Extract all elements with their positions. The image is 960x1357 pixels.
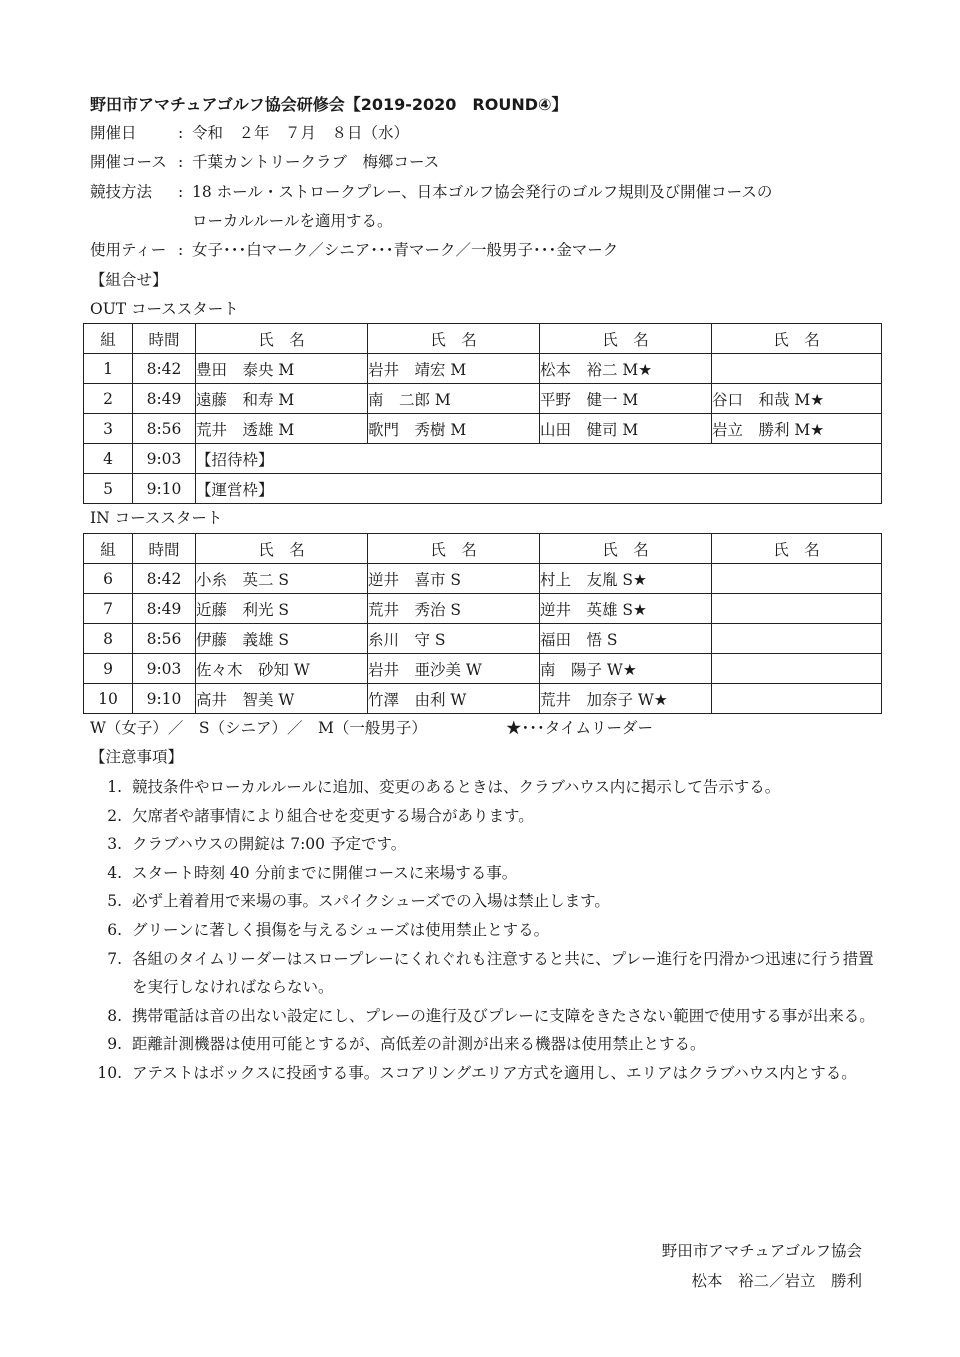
group-note: 【運営枠】 (196, 474, 882, 504)
note-text: 距離計測機器は使用可能とするが、高低差の計測が出来る機器は使用禁止とする。 (132, 1035, 706, 1054)
note-text: グリーンに著しく損傷を与えるシューズは使用禁止とする。 (132, 920, 550, 939)
player-name: 荒井 透雄 M (196, 414, 368, 444)
group-number: 4 (84, 444, 133, 474)
player-name (712, 624, 882, 654)
header-name: 氏 名 (196, 534, 368, 564)
player-name: 高井 智美 W (196, 684, 368, 714)
player-name: 岩井 靖宏 M (368, 354, 540, 384)
group-number: 2 (84, 384, 133, 414)
player-name (712, 564, 882, 594)
info-date: 開催日 : 令和 ２年 ７月 ８日（水） (90, 121, 409, 145)
note-text: 競技条件やローカルルールに追加、変更のあるときは、クラブハウス内に掲示して告示する。 (132, 778, 781, 796)
note-number: 3. (107, 835, 122, 854)
player-name: 伊藤 義雄 S (196, 624, 368, 654)
time-leader-legend: ★･･･タイムリーダー (506, 719, 653, 737)
header-group: 組 (84, 324, 133, 354)
tee-time: 9:03 (133, 444, 196, 474)
player-name: 南 陽子 W★ (540, 654, 712, 684)
group-number: 5 (84, 474, 133, 504)
list-item (96, 916, 876, 945)
note-text: 必ず上着着用で来場の事。スパイクシューズでの入場は禁止します。 (132, 892, 610, 911)
player-name: 岩井 亜沙美 W (368, 654, 540, 684)
player-name: 歌門 秀樹 M (368, 414, 540, 444)
footer-organization: 野田市アマチュアゴルフ協会 (661, 1242, 862, 1260)
list-item (96, 802, 876, 831)
player-name: 小糸 英二 S (196, 564, 368, 594)
info-label: 開催コース (90, 153, 167, 171)
table-row (84, 624, 882, 654)
header-name: 氏 名 (712, 324, 882, 354)
out-course-heading: OUT コーススタート (90, 300, 239, 318)
header-name: 氏 名 (712, 534, 882, 564)
out-course-table (83, 323, 882, 504)
player-name: 逆井 喜市 S (368, 564, 540, 594)
player-name: 岩立 勝利 M★ (712, 414, 882, 444)
player-name: 松本 裕二 M★ (540, 354, 712, 384)
group-note: 【招待枠】 (196, 444, 882, 474)
header-name: 氏 名 (368, 534, 540, 564)
note-number: 4. (107, 863, 122, 882)
info-value: 千葉カントリークラブ 梅郷コース (192, 153, 440, 171)
list-item (96, 859, 876, 888)
player-name: 糸川 守 S (368, 624, 540, 654)
table-row (84, 654, 882, 684)
player-name: 谷口 和哉 M★ (712, 384, 882, 414)
player-name: 近藤 利光 S (196, 594, 368, 624)
document-title: 野田市アマチュアゴルフ協会研修会【2019-2020 ROUND④】 (90, 95, 568, 114)
header-name: 氏 名 (540, 324, 712, 354)
tee-time: 8:56 (133, 624, 196, 654)
tee-time: 8:42 (133, 354, 196, 384)
table-row (84, 384, 882, 414)
group-number: 7 (84, 594, 133, 624)
tee-time: 8:49 (133, 594, 196, 624)
group-number: 8 (84, 624, 133, 654)
info-label: 競技方法 (90, 183, 153, 201)
player-name: 南 二郎 M (368, 384, 540, 414)
note-number: 10. (97, 1063, 122, 1082)
note-number: 1. (107, 778, 122, 796)
group-number: 10 (84, 684, 133, 714)
table-row (84, 684, 882, 714)
info-course: 開催コース : 千葉カントリークラブ 梅郷コース (90, 150, 439, 174)
header-name: 氏 名 (540, 534, 712, 564)
note-text: スタート時刻 40 分前までに開催コースに来場する事。 (132, 863, 518, 882)
note-number: 6. (107, 920, 122, 939)
table-row (84, 444, 882, 474)
tee-time: 9:10 (133, 474, 196, 504)
note-number: 2. (107, 806, 122, 825)
info-label: 開催日 (90, 124, 137, 142)
player-name: 遠藤 和寿 M (196, 384, 368, 414)
player-name (712, 354, 882, 384)
info-tees: 使用ティー : 女子･･･白マーク／シニア･･･青マーク／一般男子･･･金マーク (90, 238, 618, 262)
note-text: 欠席者や諸事情により組合せを変更する場合があります。 (132, 806, 534, 825)
header-time: 時間 (133, 324, 196, 354)
table-row (84, 474, 882, 504)
player-name: 逆井 英雄 S★ (540, 594, 712, 624)
player-name: 福田 悟 S (540, 624, 712, 654)
info-format: 競技方法 : 18 ホール・ストロークプレー、日本ゴルフ協会発行のゴルフ規則及び開催コースの (90, 180, 772, 204)
note-text: 携帯電話は音の出ない設定にし、プレーの進行及びプレーに支障をきたさない範囲で使用する事が出来る。 (132, 1006, 875, 1025)
player-name: 荒井 秀治 S (368, 594, 540, 624)
player-name (712, 684, 882, 714)
list-item (96, 773, 876, 802)
table-header-row (84, 534, 882, 564)
list-item (96, 945, 876, 1002)
in-course-heading: IN コーススタート (90, 509, 223, 527)
notes-heading: 【注意事項】 (90, 748, 184, 766)
notes-list (96, 773, 876, 1088)
tee-time: 9:10 (133, 684, 196, 714)
tee-time: 8:56 (133, 414, 196, 444)
header-group: 組 (84, 534, 133, 564)
note-text: クラブハウスの開錠は 7:00 予定です。 (132, 835, 407, 854)
info-label: 使用ティー (90, 241, 167, 259)
table-row (84, 594, 882, 624)
list-item (96, 1002, 876, 1031)
player-name: 佐々木 砂知 W (196, 654, 368, 684)
player-name: 豊田 泰央 M (196, 354, 368, 384)
note-number: 8. (107, 1006, 122, 1025)
list-item (96, 1030, 876, 1059)
group-number: 9 (84, 654, 133, 684)
info-value: 女子･･･白マーク／シニア･･･青マーク／一般男子･･･金マーク (192, 241, 619, 259)
player-name: 平野 健一 M (540, 384, 712, 414)
in-course-table (83, 533, 882, 714)
player-name (712, 594, 882, 624)
note-number: 9. (107, 1035, 122, 1054)
note-text: 各組のタイムリーダーはスロープレーにくれぐれも注意すると共に、プレー進行を円滑かつ迅速に行う措置を実行しなければならない。 (132, 949, 874, 997)
tee-time: 8:42 (133, 564, 196, 594)
table-row (84, 354, 882, 384)
tee-time: 8:49 (133, 384, 196, 414)
player-name: 山田 健司 M (540, 414, 712, 444)
note-number: 7. (107, 949, 122, 968)
list-item (96, 1059, 876, 1088)
info-value: 18 ホール・ストロークプレー、日本ゴルフ協会発行のゴルフ規則及び開催コースの (192, 183, 773, 201)
player-name: 荒井 加奈子 W★ (540, 684, 712, 714)
group-number: 6 (84, 564, 133, 594)
header-time: 時間 (133, 534, 196, 564)
list-item (96, 887, 876, 916)
list-item (96, 830, 876, 859)
footer-signers: 松本 裕二／岩立 勝利 (691, 1272, 862, 1290)
category-legend: W（女子）／ S（シニア）／ M（一般男子） (90, 719, 427, 737)
table-row (84, 414, 882, 444)
info-value: 令和 ２年 ７月 ８日（水） (192, 124, 410, 142)
note-number: 5. (107, 892, 122, 911)
grouping-heading: 【組合せ】 (90, 271, 168, 289)
group-number: 3 (84, 414, 133, 444)
header-name: 氏 名 (196, 324, 368, 354)
header-name: 氏 名 (368, 324, 540, 354)
table-header-row (84, 324, 882, 354)
player-name (712, 654, 882, 684)
table-row (84, 564, 882, 594)
info-format-continuation: ローカルルールを適用する。 (192, 212, 393, 230)
tee-time: 9:03 (133, 654, 196, 684)
player-name: 村上 友胤 S★ (540, 564, 712, 594)
group-number: 1 (84, 354, 133, 384)
player-name: 竹澤 由利 W (368, 684, 540, 714)
note-text: アテストはボックスに投函する事。スコアリングエリア方式を適用し、エリアはクラブハウス内とする。 (132, 1063, 857, 1082)
